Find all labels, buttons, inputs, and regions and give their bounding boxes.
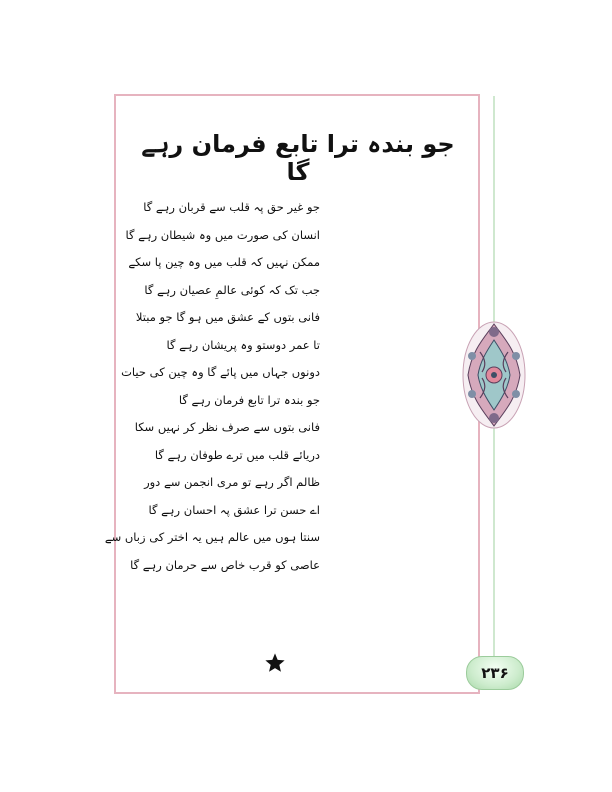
poem-line: دونوں جہاں میں پائے گا وہ چین کی حیات <box>121 365 320 379</box>
floral-ornament-icon <box>458 316 530 434</box>
poem-body <box>104 194 320 579</box>
poem-line: سنتا ہوں میں عالم ہیں یہ اختر کی زباں سے <box>104 530 320 544</box>
poem-line: دریائے قلب میں ترے طوفان رہے گا <box>154 447 320 462</box>
poem-line: اے حسن ترا عشق پہ احسان رہے گا <box>148 502 320 517</box>
star-icon <box>264 652 286 674</box>
poem-line: جو غیر حق پہ قلب سے قربان رہے گا <box>143 200 320 214</box>
poem-title: جو بندہ ترا تابع فرمان رہے گا <box>141 130 455 186</box>
poem-line: فانی بتوں سے صرف نظر کر نہیں سکا <box>134 420 320 434</box>
poem-line: عاصی کو قرب خاص سے حرمان رہے گا <box>130 557 320 572</box>
poem-line: جب تک کہ کوئی عالمِ عصیان رہے گا <box>144 282 320 297</box>
poem-line: انسان کی صورت میں وہ شیطان رہے گا <box>125 227 320 242</box>
poem-line: جو بندہ ترا تابع فرمان رہے گا <box>178 392 320 407</box>
poem-line: تا عمر دوستو وہ پریشان رہے گا <box>166 337 320 352</box>
poem-line: ظالم اگر رہے تو مری انجمن سے دور <box>144 475 320 489</box>
page-number-badge: ۲۳۶ <box>466 656 524 690</box>
poem-line: فانی بتوں کے عشق میں ہو گا جو مبتلا <box>135 310 320 324</box>
poem-line: ممکن نہیں کہ قلب میں وہ چین پا سکے <box>128 255 320 269</box>
